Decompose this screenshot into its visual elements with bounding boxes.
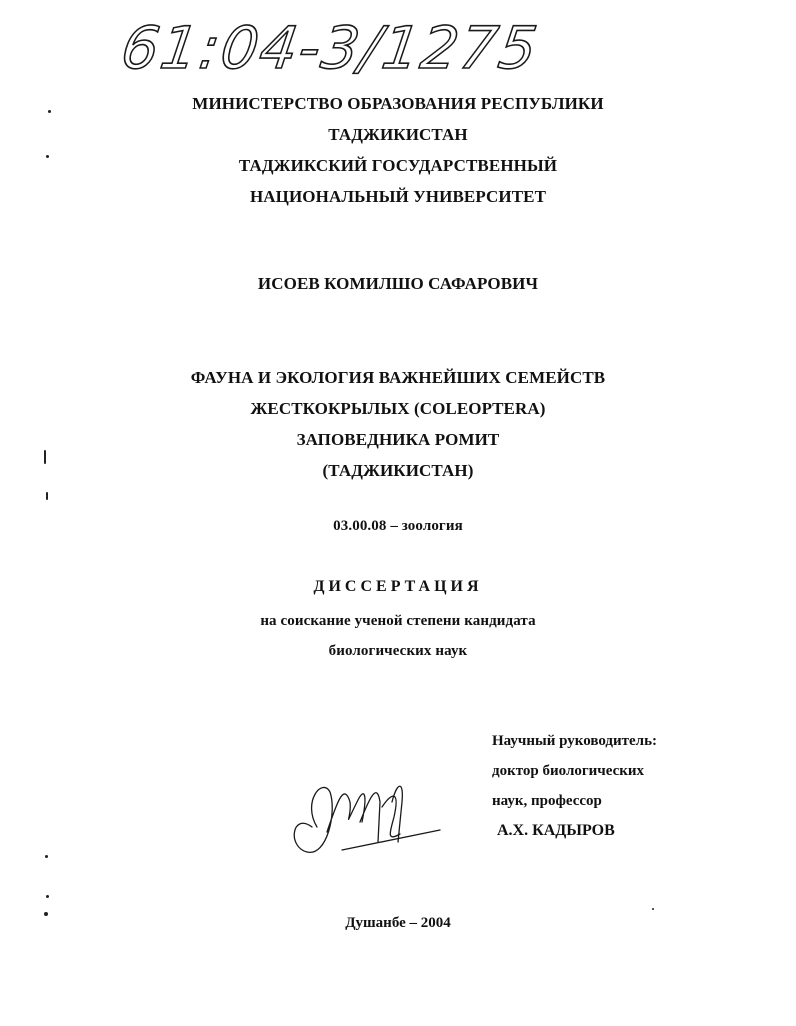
institution-line-4: НАЦИОНАЛЬНЫЙ УНИВЕРСИТЕТ <box>249 187 547 206</box>
place-year-text: Душанбе – 2004 <box>345 915 451 931</box>
signature-icon <box>282 772 442 862</box>
degree-line-2: биологических наук <box>328 643 468 659</box>
institution-line-2: ТАДЖИКИСТАН <box>328 125 468 144</box>
title-line-3: ЗАПОВЕДНИКА РОМИТ <box>296 430 500 449</box>
specialty-code <box>0 515 796 537</box>
title-line-2: ЖЕСТКОКРЫЛЫХ (COLEOPTERA) <box>250 399 546 418</box>
scan-speck <box>652 908 654 910</box>
scan-speck <box>48 110 51 113</box>
advisor-name: А.Х. КАДЫРОВ <box>497 822 615 839</box>
author-block <box>0 272 796 296</box>
degree-line-1: на соискание ученой степени кандидата <box>260 613 536 629</box>
handwritten-code-text: 61:04-3/1275 <box>117 14 543 82</box>
advisor-title-line-2: наук, профессор <box>492 793 602 809</box>
advisor-label: Научный руководитель: <box>492 733 657 749</box>
scan-speck <box>44 912 48 916</box>
degree-block <box>0 606 796 666</box>
scan-speck <box>46 155 49 158</box>
institution-line-3: ТАДЖИКСКИЙ ГОСУДАРСТВЕННЫЙ <box>238 156 558 175</box>
thesis-title <box>0 362 796 486</box>
scan-speck <box>46 492 48 500</box>
advisor-title-line-1: доктор биологических <box>492 763 645 779</box>
scan-speck <box>46 895 49 898</box>
title-line-4: (ТАДЖИКИСТАН) <box>322 461 474 480</box>
title-line-1: ФАУНА И ЭКОЛОГИЯ ВАЖНЕЙШИХ СЕМЕЙСТВ <box>190 368 606 387</box>
scan-speck <box>44 450 46 464</box>
handwritten-archive-code <box>117 6 543 82</box>
document-type-text: ДИССЕРТАЦИЯ <box>313 578 483 595</box>
institution-line-1: МИНИСТЕРСТВО ОБРАЗОВАНИЯ РЕСПУБЛИКИ <box>192 94 604 113</box>
document-type <box>0 576 796 598</box>
advisor-block <box>492 726 657 846</box>
author-name: ИСОЕВ КОМИЛШО САФАРОВИЧ <box>257 274 539 293</box>
specialty-code-text: 03.00.08 – зоология <box>333 518 463 534</box>
place-year <box>0 912 796 934</box>
scan-speck <box>45 855 48 858</box>
institution-block <box>0 88 796 212</box>
